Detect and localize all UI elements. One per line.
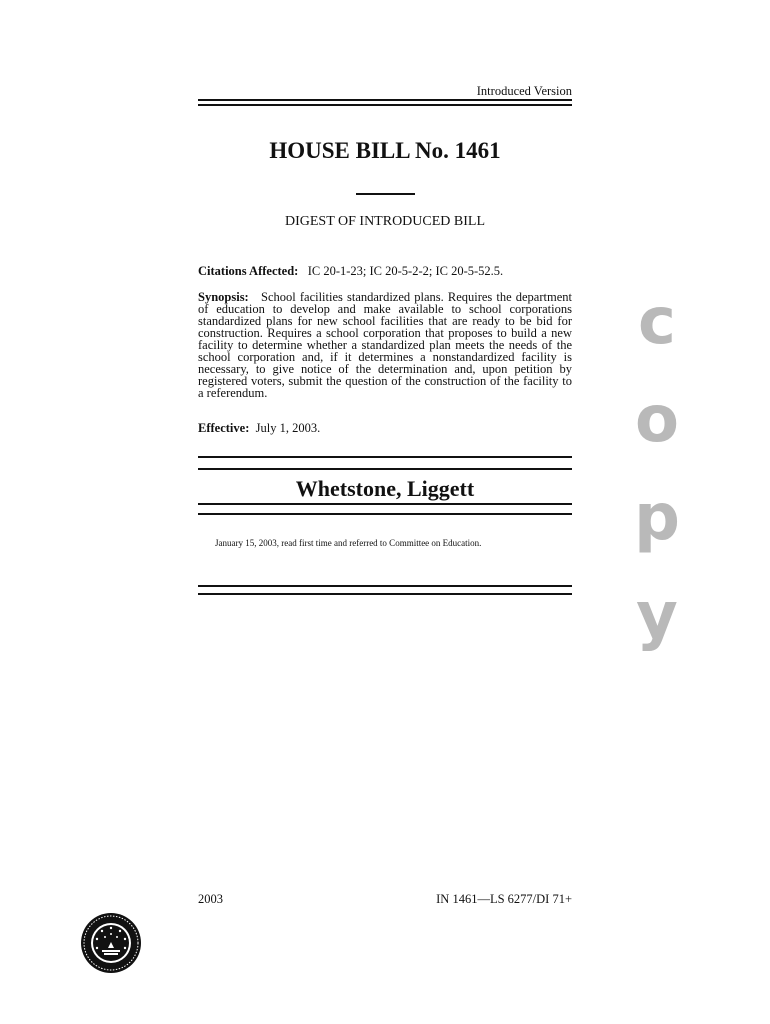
- state-seal-icon: [80, 912, 142, 974]
- citations-label: Citations Affected:: [198, 264, 299, 278]
- watermark-letter-p: p: [634, 481, 680, 555]
- bill-sponsors: Whetstone, Liggett: [295, 476, 475, 501]
- header-rule-bottom: [198, 104, 572, 106]
- effective-date: [198, 422, 572, 434]
- citations-text: IC 20-1-23; IC 20-5-2-2; IC 20-5-52.5.: [307, 264, 504, 278]
- footer-year: 2003: [198, 892, 223, 906]
- synopsis: [198, 291, 572, 399]
- digest-heading: DIGEST OF INTRODUCED BILL: [284, 214, 485, 229]
- header-rule-top: [198, 99, 572, 101]
- citations-affected: [198, 265, 572, 277]
- effective-label: Effective:: [198, 421, 250, 435]
- bill-title: HOUSE BILL No. 1461: [269, 138, 501, 163]
- version-label: Introduced Version: [476, 84, 572, 98]
- sponsor-rule-4: [198, 513, 572, 515]
- bill-history: January 15, 2003, read first time and referred to Committee on Education.: [215, 538, 482, 548]
- history-rule-top: [198, 585, 572, 587]
- sponsor-rule-1: [198, 456, 572, 458]
- watermark-letter-y: y: [636, 579, 678, 653]
- history-rule-bottom: [198, 593, 572, 595]
- synopsis-label: Synopsis:: [198, 290, 249, 304]
- watermark-letter-c: c: [638, 285, 676, 359]
- synopsis-text: School facilities standardized plans. Requires the department of education to develop and make available to school corporations standardized plans for new school facilities that are ready to be bid for construction. Requires a school corporation that proposes to build a new facility to determine whether a standardized plan meets the needs of the school corporation and, if it determines a nonstandardized facility is necessary, to give notice of the determination and, upon petition by registered voters, submit the question of the construction of the facility to a referendum.: [198, 290, 572, 400]
- title-divider: [356, 193, 415, 195]
- watermark-letter-o: o: [635, 383, 679, 457]
- effective-text: July 1, 2003.: [255, 421, 321, 435]
- sponsor-rule-3: [198, 503, 572, 505]
- footer-bill-code: IN 1461—LS 6277/DI 71+: [436, 892, 572, 906]
- sponsor-rule-2: [198, 468, 572, 470]
